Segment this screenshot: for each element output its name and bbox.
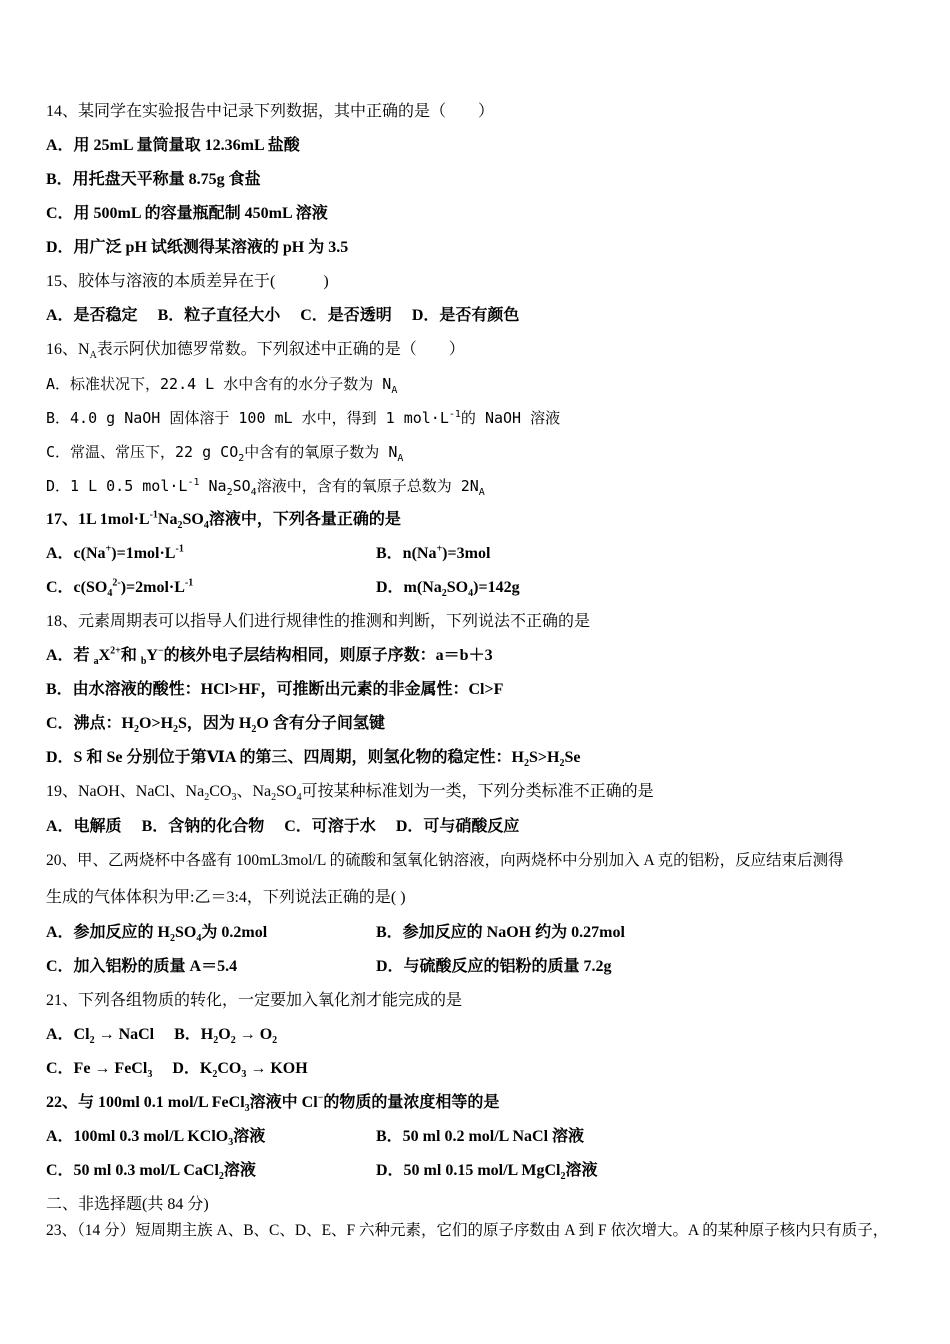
q15-option-d: D．是否有颜色 [411, 307, 520, 324]
q19-option-d: D．可与硝酸反应 [395, 818, 520, 835]
q17-option-c: C．$c(SO_4^{2-})=2mol\cdot L^{-1}$ [46, 577, 194, 600]
q17-option-d: D．$m(Na_2SO_4)=142g$ [376, 579, 520, 600]
q22-option-a: A．100ml 0.3 mol/L KClO$_3$溶液 [46, 1128, 266, 1149]
q19-option-c: C．可溶于水 [284, 818, 376, 835]
q14-option-d: D．用广泛 pH 试纸测得某溶液的 pH 为 3.5 [46, 239, 349, 256]
q16-option-c: C．常温、常压下，22 g $CO_2$中含有的氧原子数为 $N_A$ [46, 443, 404, 464]
q20-option-b: B．参加反应的 NaOH 约为 0.27mol [376, 924, 625, 941]
q20-option-d: D．与硫酸反应的铝粉的质量 7.2g [376, 958, 612, 975]
q18-option-c: C．沸点：$H_2O>H_2S$，因为 $H_2O$ 含有分子间氢键 [46, 715, 385, 736]
q20-row-cd [46, 956, 906, 978]
q16-option-d: D．1 L 0.5 $mol\cdot L^{-1}$ $Na_2SO_4$溶液中，含有的氧原子总数为 $2N_A$ [46, 477, 485, 498]
q17-option-a: A．$c(Na^+)=1mol\cdot L^{-1}$ [46, 543, 184, 562]
q21-row-cd [46, 1058, 308, 1080]
q14-option-a: A．用 25mL 量筒量取 12.36mL 盐酸 [46, 137, 300, 154]
q14-stem: 14、某同学在实验报告中记录下列数据，其中正确的是（ ） [46, 103, 495, 120]
q17-row-cd [46, 577, 906, 599]
q16-option-a: A．标准状况下，22.4 L 水中含有的水分子数为 $N_A$ [46, 375, 398, 396]
q16-stem: 16、$N_A$表示阿伏加德罗常数。下列叙述中正确的是（ ） [46, 341, 465, 362]
q20-option-c: C．加入铝粉的质量 A＝5.4 [46, 958, 238, 975]
q21-stem: 21、下列各组物质的转化，一定要加入氧化剂才能完成的是 [46, 992, 463, 1009]
q21-option-c: C．Fe → FeCl$_3$ [46, 1060, 153, 1081]
q21-option-a: A．$Cl_2$ → NaCl [46, 1026, 155, 1047]
q17-option-b: B．n(Na+)=3mol [376, 543, 491, 562]
q15-option-c: C．是否透明 [300, 307, 392, 324]
q22-option-c: C．50 ml 0.3 mol/L CaCl$_2$溶液 [46, 1162, 256, 1183]
q18-stem: 18、元素周期表可以指导人们进行规律性的推测和判断，下列说法不正确的是 [46, 613, 591, 630]
q20-stem-line1: 20、甲、乙两烧杯中各盛有 100mL3mol/L 的硫酸和氢氧化钠溶液，向两烧杯中分别加入 A 克的铝粉，反应结束后测得 [46, 852, 844, 869]
q18-option-a: A．若 $_aX^{2+}$和 $_b$Y−的核外电子层结构相同，则原子序数：a＝b＋3 [46, 645, 493, 668]
q20-row-ab [46, 922, 906, 944]
q18-option-b: B．由水溶液的酸性：HCl>HF，可推断出元素的非金属性：Cl>F [46, 681, 504, 698]
q22-option-b: B．50 ml 0.2 mol/L NaCl 溶液 [376, 1128, 585, 1145]
q20-stem-line2: 生成的气体体积为甲:乙＝3:4，下列说法正确的是( ) [46, 889, 406, 906]
section-heading: 二、非选择题(共 84 分) [46, 1196, 209, 1213]
q19-option-a: A．电解质 [46, 818, 122, 835]
q17-stem: 17、1L $1mol\cdot L^{-1}Na_2SO_4$溶液中，下列各量正确的是 [46, 509, 401, 532]
q21-option-b: B．$H_2O_2 \to O_2$ [174, 1026, 278, 1047]
q15-option-a: A．是否稳定 [46, 307, 138, 324]
q22-row-ab [46, 1126, 906, 1148]
q15-option-b: B．粒子直径大小 [157, 307, 281, 324]
q18-option-d: D．S 和 Se 分别位于第ⅥA 的第三、四周期，则氢化物的稳定性：$H_2S>H_2Se$ [46, 749, 581, 770]
q19-stem: 19、NaOH、NaCl、$Na_2CO_3$、$Na_2SO_4$可按某种标准划为一类，下列分类标准不正确的是 [46, 783, 654, 804]
q19-options [46, 816, 519, 838]
q15-options [46, 305, 519, 327]
q20-option-a: A．参加反应的 $H_2SO_4$为 0.2mol [46, 924, 268, 945]
q21-row-ab [46, 1024, 277, 1046]
q14-option-c: C．用 500mL 的容量瓶配制 450mL 溶液 [46, 205, 328, 222]
q19-option-b: B．含钠的化合物 [141, 818, 265, 835]
q16-option-b: B．4.0 g NaOH 固体溶于 100 mL 水中，得到 1 $mol\cdot L^{-1}$的 NaOH 溶液 [46, 409, 561, 427]
q21-option-d: D．$K_2CO_3$ → KOH [172, 1060, 308, 1081]
q22-row-cd [46, 1160, 906, 1182]
q22-stem: 22、与 100ml 0.1 mol/L FeCl$_3$溶液中 Cl−的物质的量浓度相等的是 [46, 1092, 500, 1115]
q14-option-b: B．用托盘天平称量 8.75g 食盐 [46, 171, 261, 188]
q17-row-ab [46, 543, 906, 565]
q23-stem: 23、（14 分）短周期主族 A、B、C、D、E、F 六种元素，它们的原子序数由 A 到 F 依次增大。A 的某种原子核内只有质子， [46, 1222, 889, 1239]
q22-option-d: D．50 ml 0.15 mol/L MgCl$_2$溶液 [376, 1162, 598, 1183]
q15-stem: 15、胶体与溶液的本质差异在于( ) [46, 273, 329, 290]
